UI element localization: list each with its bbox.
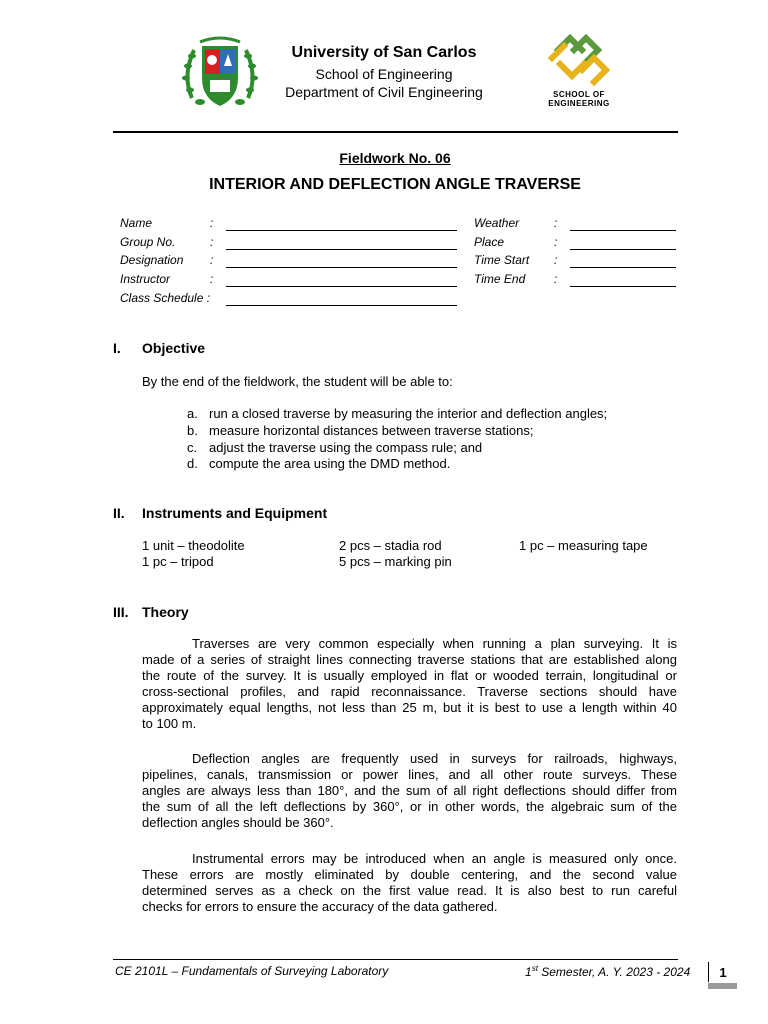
form-colon: : (554, 272, 558, 286)
paragraph-line: approximately equal lengths, not less than 25 m, but it is best to use a length within 40 (142, 700, 677, 715)
form-label-weather: Weather (474, 216, 520, 230)
semester-text: Semester, A. Y. 2023 - 2024 (537, 965, 691, 979)
theory-paragraph-2 (142, 751, 677, 831)
objective-item: measure horizontal distances between traverse stations; (209, 423, 534, 438)
paragraph-line: made of a series of straight lines connecting traverse stations that are established along (142, 652, 677, 667)
paragraph-line: Deflection angles are frequently used in surveys for railroads, highways, (192, 751, 677, 766)
paragraph-line: the route of the survey. It is usually employed in flat or wooded terrain, longitudinal or (142, 668, 677, 683)
page-number-box (708, 962, 737, 982)
form-label-designation: Designation (120, 253, 184, 267)
paragraph-line: angles are always less than 180°, and the sum of all right deflections should differ from (142, 783, 677, 798)
objective-intro: By the end of the fieldwork, the student will be able to: (142, 374, 453, 389)
instrument-item: 1 pc – tripod (142, 554, 214, 569)
form-colon: : (210, 235, 214, 249)
form-label-name: Name (120, 216, 153, 230)
instrument-item: 5 pcs – marking pin (339, 554, 452, 569)
form-label-place: Place (474, 235, 505, 249)
form-label-time-end: Time End (474, 272, 526, 286)
school-of-engineering-logo (544, 32, 614, 88)
time-end-field-line[interactable] (570, 286, 676, 287)
section-title-instruments: Instruments and Equipment (142, 505, 328, 521)
section-title-theory: Theory (142, 604, 189, 620)
fieldwork-number: Fieldwork No. 06 (339, 150, 451, 166)
fieldwork-title: INTERIOR AND DEFLECTION ANGLE TRAVERSE (209, 176, 581, 193)
objective-item: compute the area using the DMD method. (209, 456, 451, 471)
instrument-item: 2 pcs – stadia rod (339, 538, 442, 553)
logo-caption-line2: ENGINEERING (548, 99, 610, 108)
form-label-instructor: Instructor (120, 272, 171, 286)
list-marker: a. (187, 406, 198, 421)
group-field-line[interactable] (226, 249, 457, 250)
footer-course: CE 2101L – Fundamentals of Surveying Laboratory (115, 964, 389, 978)
section-number: III. (113, 604, 129, 620)
header-divider (113, 131, 678, 133)
footer-divider (113, 959, 678, 960)
logo-caption-line1: SCHOOL OF (553, 90, 605, 99)
weather-field-line[interactable] (570, 230, 676, 231)
paragraph-line: Instrumental errors may be introduced when an angle is measured only once. (192, 851, 677, 866)
time-start-field-line[interactable] (570, 267, 676, 268)
form-label-group: Group No. (120, 235, 176, 249)
objective-item: adjust the traverse using the compass rule; and (209, 440, 483, 455)
page-number: 1 (719, 965, 727, 980)
form-colon: : (554, 253, 558, 267)
university-name: University of San Carlos (291, 44, 477, 61)
school-name: School of Engineering (315, 66, 453, 82)
section-number: I. (113, 340, 121, 356)
logo-caption (538, 90, 620, 108)
paragraph-line: These errors are mostly eliminated by double centering, and the second value (142, 867, 677, 882)
list-marker: d. (187, 456, 198, 471)
instructor-field-line[interactable] (226, 286, 457, 287)
paragraph-line: deflection angles should be 360°. (142, 815, 334, 830)
paragraph-line: to 100 m. (142, 716, 197, 731)
department-name: Department of Civil Engineering (285, 84, 483, 100)
theory-paragraph-3 (142, 851, 677, 915)
place-field-line[interactable] (570, 249, 676, 250)
form-colon: : (554, 216, 558, 230)
designation-field-line[interactable] (226, 267, 457, 268)
semester-number: 1 (525, 965, 532, 979)
page-number-bar (708, 983, 737, 989)
paragraph-line: Traverses are very common especially when running a plan surveying. It is (192, 636, 677, 651)
paragraph-line: cross-sectional profiles, and rapid reconnaissance. Traverse sections should have (142, 684, 677, 699)
paragraph-line: determined serves as a check on the first value read. It is also best to run careful (142, 883, 677, 898)
form-label-time-start: Time Start (474, 253, 530, 267)
list-marker: c. (187, 440, 198, 455)
paragraph-line: pipelines, canals, transmission or power lines, and all other route surveys. These (142, 767, 677, 782)
footer-semester (525, 964, 690, 979)
form-colon: : (554, 235, 558, 249)
semester-suffix: st (531, 964, 538, 973)
theory-paragraph-1 (142, 636, 677, 732)
form-label-class-schedule: Class Schedule : (120, 291, 211, 305)
name-field-line[interactable] (226, 230, 457, 231)
form-colon: : (210, 272, 214, 286)
list-marker: b. (187, 423, 198, 438)
objective-item: run a closed traverse by measuring the interior and deflection angles; (209, 406, 608, 421)
instrument-item: 1 unit – theodolite (142, 538, 245, 553)
section-title-objective: Objective (142, 340, 206, 356)
paragraph-line: checks for errors to ensure the accuracy of the data gathered. (142, 899, 498, 914)
instrument-item: 1 pc – measuring tape (519, 538, 648, 553)
form-colon: : (210, 216, 214, 230)
section-number: II. (113, 505, 125, 521)
form-colon: : (210, 253, 214, 267)
class-schedule-field-line[interactable] (226, 305, 457, 306)
paragraph-line: the sum of all the left deflections by 360°, or in other words, the algebraic sum of the (142, 799, 677, 814)
